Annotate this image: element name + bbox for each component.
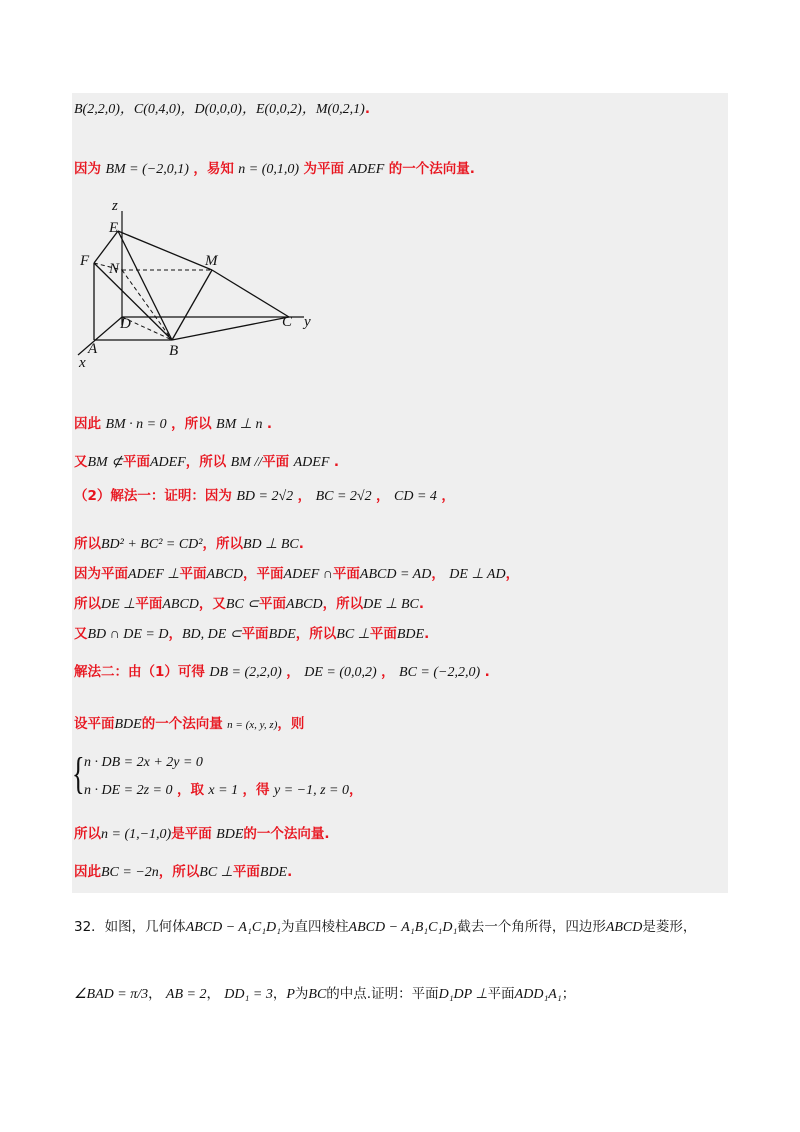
label-z: z [112,198,118,214]
formula: ABCD [286,597,323,612]
de-perpendicular-line [74,592,424,613]
text: 平面 [179,566,207,582]
text: 是平面 [171,826,212,842]
formula: BM ⊥ n [216,417,263,432]
equation-row-2 [84,778,363,799]
text: （2）解法一：证明：因为 [74,488,232,504]
text: 是菱形， [642,919,697,935]
question-32-line-1 [74,915,696,936]
formula: n = (0,1,0) [238,162,300,177]
text: ，则 [277,716,305,732]
formula: BD, DE ⊂ [182,627,242,642]
formula: BDE [114,717,142,732]
text: ，所以 [322,596,364,612]
question-number: 32．如图，几何体 [74,919,186,935]
label-d: D [120,316,131,332]
formula: DE ⊥ AD [449,567,506,582]
normal-vector-result-line [74,822,330,843]
formula: BC ⊥ [199,865,233,880]
text: 的一个法向量. [243,826,330,842]
formula: CD = 4 [394,489,437,504]
system-brace: { [72,749,85,798]
coordinates-line [74,98,370,118]
text: ，所以 [171,416,212,432]
text: 因此 [74,416,101,432]
text: 平面 [262,454,290,470]
text: ， [376,488,390,504]
text: 平面 [332,566,360,582]
pythagoras-line [74,532,304,553]
edge-fb [94,263,172,340]
formula: ABCD [206,567,244,582]
label-m: M [205,253,218,269]
text: 截去一个角所得，四边形 [457,919,606,935]
formula: BM · n = 0 [105,417,167,432]
text: 的中点.证明：平面 [326,986,439,1002]
label-c: C [282,314,293,330]
text: 因为 [74,161,101,177]
text: 所以 [74,536,101,552]
formula: y = −1, z = 0 [274,783,350,798]
text: 平面 [135,596,163,612]
edge-em [118,231,212,270]
text: . [287,864,293,880]
text: . [418,596,424,612]
formula: BM ⊄ [87,455,123,470]
formula: BD² + BC² = CD² [101,537,203,552]
text: ，取 [176,782,204,798]
text: 又 [74,454,88,470]
text: 为平面 [303,161,345,177]
text: ，所以 [295,626,337,642]
final-conclusion-line [74,860,292,881]
text: ，所以 [185,454,227,470]
dot-product-line [74,412,272,433]
formula: ∠BAD = π/3 [74,987,149,1002]
formula: DE = (0,0,2) [304,665,377,680]
text: . [298,536,304,552]
text: . [484,664,490,680]
text: ， [441,488,455,504]
formula: ADEF ∩ [283,567,333,582]
coordinates-text: B(2,2,0)，C(0,4,0)，D(0,0,0)，E(0,0,2)，M(0,2,1) [74,102,365,117]
text: 所以 [74,826,101,842]
formula: BC = 2√2 [315,489,372,504]
formula: DE ⊥ BC [363,597,419,612]
text: ， [431,566,445,582]
text: 平面 [232,864,260,880]
text: ，又 [198,596,226,612]
conclusion-one-line [74,622,429,643]
formula: BM = (−2,0,1) [105,162,189,177]
text: 又 [74,626,88,642]
text: ，平面 [243,566,284,582]
vector-bm-line [74,157,475,178]
text: ， [286,664,300,680]
formula: n · DB = 2x + 2y = 0 [84,755,203,770]
planes-perpendicular-line [74,562,519,583]
text: 解法二：由（1）可得 [74,664,205,680]
text: ， [168,626,182,642]
formula: BDE [396,627,425,642]
text: 因为平面 [74,566,128,582]
coordinates-end: . [364,101,370,117]
formula: ABCD [162,597,199,612]
formula: BC = −2n [101,865,159,880]
method-one-line [74,484,455,505]
text: ，得 [242,782,270,798]
formula: BC ⊥ [336,627,370,642]
text: ， [272,986,287,1002]
x-axis [78,317,122,355]
text: ， [349,782,363,798]
method-two-line [74,660,490,681]
formula: AB = 2 [165,987,207,1002]
label-b: B [169,343,179,359]
formula: n · DE = 2z = 0 [84,783,173,798]
text: ， [297,488,312,504]
label-a: A [88,341,98,357]
formula: BDE [216,827,244,842]
text: 平面 [259,596,287,612]
formula: ADEF [149,455,186,470]
text: 的一个法向量. [388,161,475,177]
label-n: N [109,261,120,277]
edge-mb [172,270,212,340]
text: ，所以 [158,864,200,880]
text: 设平面 [74,716,115,732]
question-32-line-2 [74,982,575,1003]
text: ，所以 [202,536,243,552]
label-y: y [304,314,311,330]
formula: BD = 2√2 [236,489,294,504]
formula: DE ⊥ [101,597,136,612]
text: ， [381,664,395,680]
formula: ADEF [348,162,385,177]
formula: D₁DP ⊥ [438,987,488,1002]
formula: ABCD = AD [359,567,432,582]
formula: DB = (2,2,0) [209,665,282,680]
formula: BC ⊂ [225,597,260,612]
formula: BD ∩ DE = D [87,627,169,642]
geometry-figure [72,195,332,370]
formula: BD ⊥ BC [243,537,299,552]
text: ； [561,986,576,1002]
equation-row-1 [84,754,203,771]
label-f: F [80,253,90,269]
label-x: x [79,355,86,370]
text: . [266,416,273,432]
text: 为 [294,986,309,1002]
formula: n = (x, y, z) [227,719,278,731]
edge-mc [212,270,289,317]
text: ，易知 [193,161,234,177]
formula: BC [308,987,327,1002]
formula: BDE [259,865,288,880]
formula: ADD₁A₁ [514,987,562,1002]
text: 平面 [369,626,397,642]
formula: x = 1 [208,783,239,798]
text: 因此 [74,864,101,880]
text: 平面 [122,454,150,470]
formula: ADEF ⊥ [128,567,180,582]
text: . [424,626,430,642]
formula: P [286,987,295,1002]
text: ， [206,986,220,1002]
formula: ABCD − A₁B₁C₁D₁ [348,920,458,935]
text: 为直四棱柱 [281,919,349,935]
parallel-line [74,450,339,471]
formula: n = (1,−1,0) [101,827,172,842]
text: ， [505,566,520,582]
text: 平面 [241,626,269,642]
edge-bc [172,317,289,340]
text: 的一个法向量 [141,716,223,732]
text: 平面 [487,986,515,1002]
formula: ADEF [293,455,330,470]
formula: DD₁ = 3 [224,987,273,1002]
normal-vector-setup-line [74,712,304,733]
formula: ABCD [605,920,643,935]
text: 所以 [74,596,101,612]
formula: BDE [268,627,296,642]
formula: BC = (−2,2,0) [399,665,481,680]
label-e: E [109,220,119,236]
formula: BM // [230,455,263,470]
text: . [333,454,339,470]
formula: ABCD − A₁C₁D₁ [185,920,282,935]
text: ， [148,986,162,1002]
